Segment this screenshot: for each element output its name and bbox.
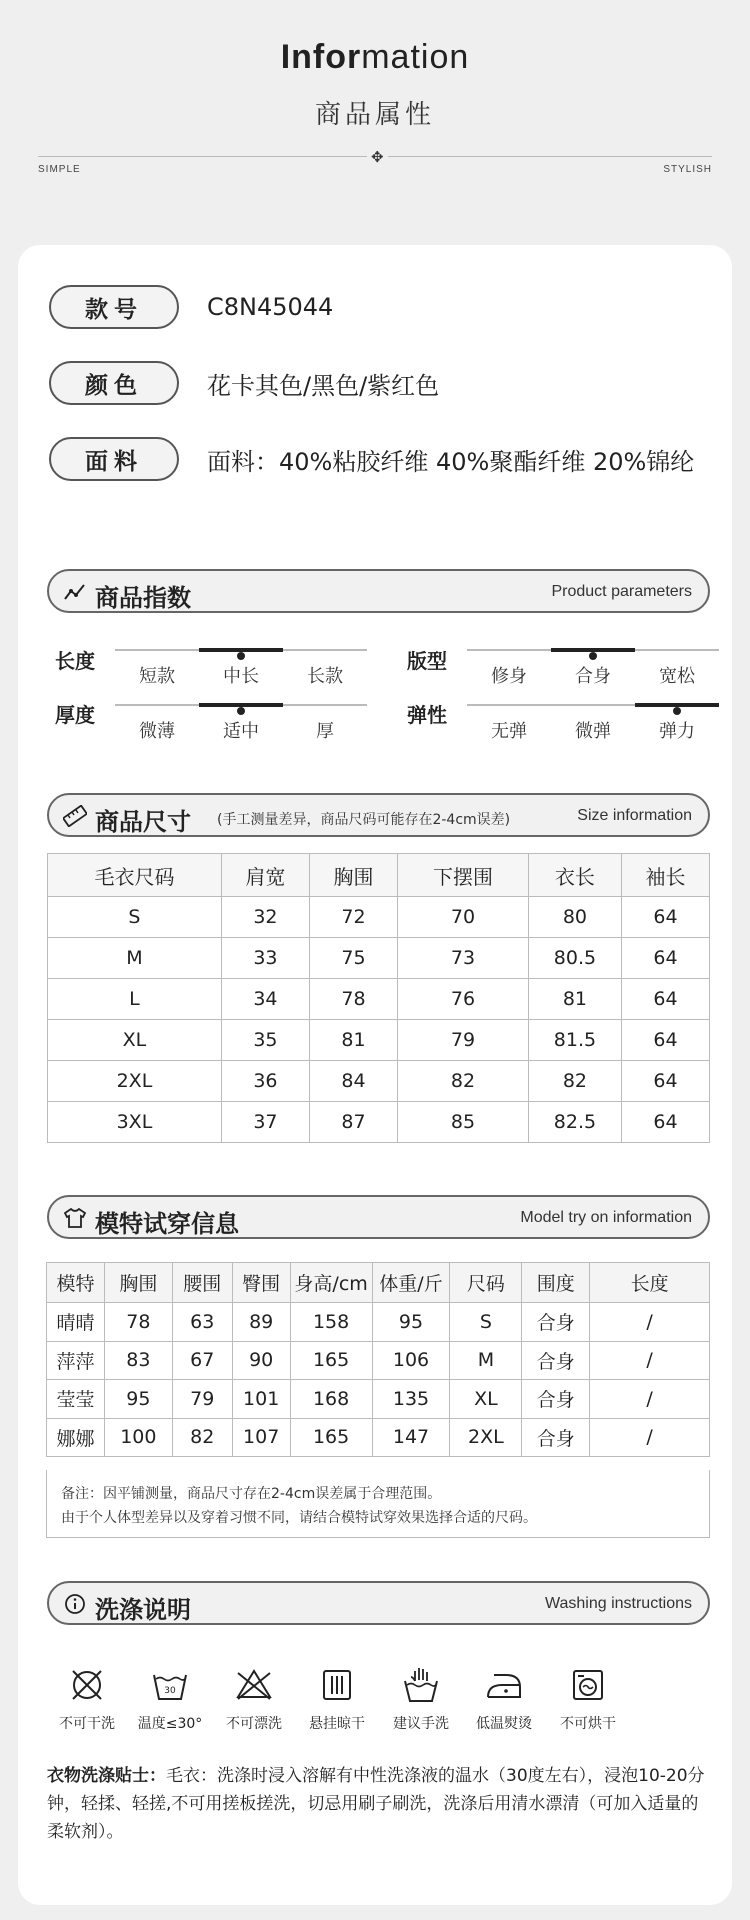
table-row — [48, 897, 710, 938]
no-dry-clean-icon — [67, 1665, 107, 1705]
table-cell: 萍萍 — [47, 1341, 105, 1380]
table-row — [48, 1061, 710, 1102]
hand-wash-icon — [401, 1665, 441, 1705]
table-header-cell: 身高/cm — [290, 1263, 372, 1303]
model-table — [46, 1262, 710, 1457]
table-header-cell: 臀围 — [232, 1263, 290, 1303]
table-cell: / — [590, 1418, 710, 1457]
table-cell: 64 — [621, 1020, 709, 1061]
table-header-cell: 肩宽 — [221, 854, 309, 897]
table-cell: 63 — [172, 1303, 232, 1342]
index-label: 版型 — [407, 649, 447, 673]
table-cell: 64 — [621, 979, 709, 1020]
model-table-body — [47, 1303, 710, 1457]
no-bleach-icon — [234, 1665, 274, 1705]
index-option: 宽松 — [659, 666, 695, 687]
section-title-en: Size information — [577, 807, 692, 824]
info-value: C8N45044 — [207, 293, 334, 321]
table-cell: 36 — [221, 1061, 309, 1102]
index-option: 修身 — [491, 666, 527, 687]
table-cell: 78 — [104, 1303, 172, 1342]
wash-label: 悬挂晾干 — [309, 1716, 365, 1732]
tshirt-icon — [63, 1207, 87, 1229]
table-header-cell: 尺码 — [450, 1263, 522, 1303]
section-title-en: Product parameters — [551, 583, 692, 600]
index-option: 微薄 — [139, 721, 175, 742]
index-option: 无弹 — [491, 721, 527, 742]
note-line: 由于个人体型差异以及穿着习惯不同，请结合模特试穿效果选择合适的尺码。 — [61, 1510, 537, 1526]
table-cell: 67 — [172, 1341, 232, 1380]
table-header-cell: 长度 — [590, 1263, 710, 1303]
table-cell: 101 — [232, 1380, 290, 1419]
table-cell: 80 — [528, 897, 621, 938]
wash-item — [459, 1665, 549, 1733]
info-label: 款号 — [49, 285, 179, 329]
section-bar-wash — [47, 1581, 710, 1625]
table-header-cell: 胸围 — [309, 854, 397, 897]
index-option: 适中 — [223, 721, 259, 742]
table-cell: 106 — [372, 1341, 450, 1380]
index-option: 长款 — [307, 666, 343, 687]
table-cell: 82 — [172, 1418, 232, 1457]
table-cell: 85 — [397, 1102, 528, 1143]
wash-item — [376, 1665, 466, 1733]
section-title-en: Washing instructions — [544, 1595, 692, 1612]
header-left-tag: SIMPLE — [38, 164, 81, 175]
wash-label: 温度≤30° — [137, 1716, 203, 1732]
index-label: 厚度 — [55, 703, 95, 727]
table-cell: 165 — [290, 1418, 372, 1457]
table-header-row — [47, 1263, 710, 1303]
table-header-cell: 下摆围 — [397, 854, 528, 897]
table-row — [48, 938, 710, 979]
section-bar-index — [47, 569, 710, 613]
table-cell: S — [450, 1303, 522, 1342]
wash-label: 建议手洗 — [393, 1716, 449, 1732]
table-cell: 64 — [621, 1102, 709, 1143]
section-title-en: Model try on information — [520, 1209, 692, 1226]
wash-item — [543, 1665, 633, 1733]
wash-item — [209, 1665, 299, 1733]
section-title: 模特试穿信息 — [95, 1210, 239, 1238]
svg-text:30: 30 — [164, 1686, 176, 1696]
wash-label: 不可漂洗 — [226, 1716, 282, 1732]
table-cell: 90 — [232, 1341, 290, 1380]
table-row — [47, 1303, 710, 1342]
table-row — [48, 1102, 710, 1143]
index-label: 弹性 — [407, 703, 447, 727]
table-cell: 95 — [372, 1303, 450, 1342]
hang-dry-icon — [317, 1665, 357, 1705]
index-option: 弹力 — [659, 721, 695, 742]
table-cell: 100 — [104, 1418, 172, 1457]
table-cell: 晴晴 — [47, 1303, 105, 1342]
table-header-cell: 腰围 — [172, 1263, 232, 1303]
table-cell: 合身 — [522, 1341, 590, 1380]
table-row — [47, 1341, 710, 1380]
section-bar-size — [47, 793, 710, 837]
table-cell: 75 — [309, 938, 397, 979]
table-cell: 83 — [104, 1341, 172, 1380]
table-cell: 76 — [397, 979, 528, 1020]
table-cell: 147 — [372, 1418, 450, 1457]
cross-ornament-icon: ✥ — [367, 148, 388, 166]
info-circle-icon — [63, 1593, 87, 1615]
table-cell: 合身 — [522, 1380, 590, 1419]
wash-label: 不可干洗 — [59, 1716, 115, 1732]
table-header-cell: 衣长 — [528, 854, 621, 897]
wash-item — [292, 1665, 382, 1733]
table-header-row — [48, 854, 710, 897]
trend-line-icon — [63, 581, 87, 603]
table-row — [48, 1020, 710, 1061]
table-cell: 70 — [397, 897, 528, 938]
table-cell: 娜娜 — [47, 1418, 105, 1457]
section-bar-model — [47, 1195, 710, 1239]
table-cell: 32 — [221, 897, 309, 938]
table-row — [48, 979, 710, 1020]
header-subtitle: 商品属性 — [314, 100, 435, 130]
index-marker — [237, 652, 245, 660]
table-cell: 79 — [397, 1020, 528, 1061]
index-marker — [673, 707, 681, 715]
info-row-fabric — [49, 437, 694, 481]
wash-30-icon — [150, 1665, 190, 1705]
index-marker — [237, 707, 245, 715]
table-cell: 35 — [221, 1020, 309, 1061]
table-header-cell: 围度 — [522, 1263, 590, 1303]
header-right-tag: STYLISH — [663, 164, 712, 175]
table-header-cell: 毛衣尺码 — [48, 854, 222, 897]
table-cell: / — [590, 1303, 710, 1342]
info-row-style-number — [49, 285, 333, 329]
table-cell: 2XL — [450, 1418, 522, 1457]
table-cell: S — [48, 897, 222, 938]
table-cell: 81 — [528, 979, 621, 1020]
table-cell: 33 — [221, 938, 309, 979]
table-header-cell: 袖长 — [621, 854, 709, 897]
section-title: 商品尺寸 — [95, 808, 191, 836]
table-row — [47, 1418, 710, 1457]
wash-tips — [47, 1762, 712, 1846]
table-cell: 107 — [232, 1418, 290, 1457]
table-cell: / — [590, 1380, 710, 1419]
table-cell: 82 — [397, 1061, 528, 1102]
info-row-color — [49, 361, 439, 405]
table-cell: 64 — [621, 938, 709, 979]
no-tumble-dry-icon — [568, 1665, 608, 1705]
table-cell: 80.5 — [528, 938, 621, 979]
table-cell: 158 — [290, 1303, 372, 1342]
table-cell: M — [48, 938, 222, 979]
table-cell: / — [590, 1341, 710, 1380]
table-cell: 合身 — [522, 1303, 590, 1342]
size-table — [47, 853, 710, 1143]
wash-tips-text: 毛衣：洗涤时浸入溶解有中性洗涤液的温水（30度左右），浸泡10-20分钟，轻揉、轻搓,不可用搓板搓洗，切忌用刷子刷洗，洗涤后用清水漂清（可加入适量的柔软剂）。 — [47, 1766, 705, 1842]
table-cell: 合身 — [522, 1418, 590, 1457]
table-cell: 81 — [309, 1020, 397, 1061]
index-option: 厚 — [316, 721, 334, 742]
index-marker — [589, 652, 597, 660]
page-header — [0, 0, 750, 205]
index-label: 长度 — [55, 649, 95, 673]
note-line: 备注：因平铺测量，商品尺寸存在2-4cm误差属于合理范围。 — [61, 1486, 442, 1502]
wash-label: 低温熨烫 — [476, 1716, 532, 1732]
table-cell: 82.5 — [528, 1102, 621, 1143]
table-row — [47, 1380, 710, 1419]
table-cell: 37 — [221, 1102, 309, 1143]
table-cell: 135 — [372, 1380, 450, 1419]
table-cell: 89 — [232, 1303, 290, 1342]
table-cell: 81.5 — [528, 1020, 621, 1061]
table-cell: 64 — [621, 1061, 709, 1102]
table-cell: 72 — [309, 897, 397, 938]
table-cell: XL — [450, 1380, 522, 1419]
section-title: 商品指数 — [95, 584, 191, 612]
info-label: 面料 — [49, 437, 179, 481]
wash-icons-row — [47, 1665, 710, 1735]
table-cell: 34 — [221, 979, 309, 1020]
table-cell: M — [450, 1341, 522, 1380]
section-note: (手工测量差异，商品尺码可能存在2-4cm误差) — [217, 812, 511, 828]
index-option: 中长 — [223, 666, 259, 687]
table-cell: 2XL — [48, 1061, 222, 1102]
info-label: 颜色 — [49, 361, 179, 405]
table-cell: 79 — [172, 1380, 232, 1419]
table-cell: L — [48, 979, 222, 1020]
wash-tips-title: 衣物洗涤贴士： — [47, 1766, 166, 1786]
table-header-cell: 模特 — [47, 1263, 105, 1303]
table-cell: 78 — [309, 979, 397, 1020]
table-cell: 73 — [397, 938, 528, 979]
table-header-cell: 胸围 — [104, 1263, 172, 1303]
table-cell: 165 — [290, 1341, 372, 1380]
table-cell: 莹莹 — [47, 1380, 105, 1419]
info-value: 面料：40%粘胶纤维 40%聚酯纤维 20%锦纶 — [207, 447, 695, 476]
table-cell: 84 — [309, 1061, 397, 1102]
table-cell: 3XL — [48, 1102, 222, 1143]
wash-label: 不可烘干 — [560, 1716, 616, 1732]
ruler-icon — [63, 805, 87, 827]
header-title: Information — [280, 38, 470, 76]
wash-item — [42, 1665, 132, 1733]
table-cell: XL — [48, 1020, 222, 1061]
table-cell: 87 — [309, 1102, 397, 1143]
table-cell: 168 — [290, 1380, 372, 1419]
wash-item — [125, 1665, 215, 1733]
table-header-cell: 体重/斤 — [372, 1263, 450, 1303]
index-option: 合身 — [575, 666, 611, 687]
section-title: 洗涤说明 — [95, 1596, 191, 1624]
index-option: 短款 — [139, 666, 175, 687]
model-note — [46, 1470, 710, 1538]
table-cell: 95 — [104, 1380, 172, 1419]
index-option: 微弹 — [575, 721, 611, 742]
low-iron-icon — [484, 1665, 524, 1705]
table-cell: 82 — [528, 1061, 621, 1102]
info-value: 花卡其色/黑色/紫红色 — [207, 371, 440, 400]
table-cell: 64 — [621, 897, 709, 938]
size-table-body — [48, 897, 710, 1143]
